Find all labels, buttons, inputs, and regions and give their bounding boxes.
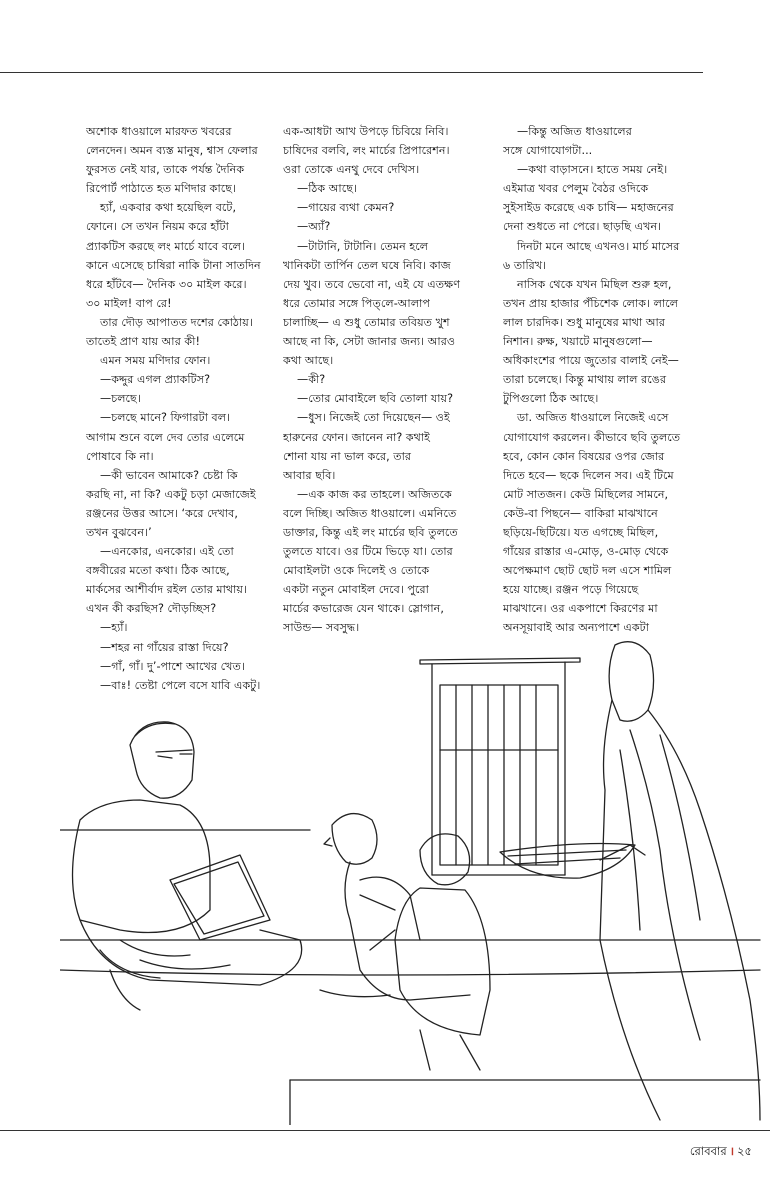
text-line: হবে, কোন কোন বিষয়ের ওপর জোর [503, 449, 665, 463]
top-rule [0, 72, 703, 73]
text-line: খানিকটা তার্পিন তেল ঘষে নিবি। কাজ [283, 258, 451, 272]
text-line: লাল চারদিক। শুধু মানুষের মাথা আর [503, 315, 666, 329]
text-line: দিতে হবে— ছকে দিলেন সব। এই টিমে [503, 468, 674, 482]
text-line: মার্চের কভারেজ যেন থাকে। স্লোগান, [283, 602, 444, 616]
text-line: তার দৌড় আপাতত দশের কোঠায়। [100, 315, 253, 329]
text-line: ৩০ মাইল! বাপ রে! [86, 296, 172, 310]
text-line: সাউন্ড— সবসুদ্ধ। [283, 621, 360, 635]
text-line: সুইসাইড করেছে এক চাষি— মহাজনের [503, 201, 674, 215]
text-line: সঙ্গে যোগাযোগটা... [503, 144, 593, 158]
text-line: —চলছে। [100, 392, 141, 406]
boy-figure [360, 834, 490, 1070]
text-line: দেনা শুধতে না পেরে। ছাড়ছি এখন। [503, 220, 662, 234]
text-line: ডাক্তার, কিন্তু এই লং মার্চের ছবি তুলতে [283, 525, 458, 539]
magazine-name: রোববার [689, 1144, 727, 1158]
text-line: চালাচ্ছি— এ শুধু তোমার তবিয়ত খুশ [283, 315, 450, 329]
text-line: মোবাইলটা ওকে দিলেই ও তোকে [283, 564, 430, 578]
text-line: চাষিদের বলবি, লং মার্চের প্রিপারেশন। [283, 144, 450, 158]
text-line: ওরা তোকে এনথু দেবে দেখিস। [283, 163, 420, 177]
text-line: তারা চলেছে। কিন্তু মাথায় লাল রঙের [503, 373, 667, 387]
text-line: ফোনে। সে তখন নিয়ম করে হাঁটা [86, 220, 229, 234]
text-line: হয়ে যাচ্ছে। রঞ্জন পড়ে গিয়েছে [503, 583, 639, 597]
text-line: যোগাযোগ করলেন। কীভাবে ছবি তুলতে [503, 430, 681, 444]
text-line: মার্কসের আশীর্বাদ রইল তোর মাথায়। [86, 583, 247, 597]
text-line: আবার ছবি। [283, 468, 336, 482]
text-column-1 [86, 122, 291, 695]
text-line: এইমাত্র খবর পেলুম বৈঠর ওদিকে [503, 182, 649, 196]
text-line: টুপিগুলো ঠিক আছে। [503, 392, 599, 406]
text-line: একটা নতুন মোবাইল দেবে। পুরো [283, 583, 429, 597]
text-line: —কদ্দুর এগল প্র্যাকটিস? [100, 373, 211, 387]
text-line: এমন সময় মণিদার ফোন। [100, 354, 211, 368]
text-line: —কথা বাড়াসনে। হাতে সময় নেই। [517, 163, 668, 177]
text-line: —শহর না গাঁয়ের রাস্তা দিয়ে? [100, 640, 229, 654]
text-line: ৬ তারিখ। [503, 258, 547, 272]
text-line: —ধুস। নিজেই তো দিয়েছেন— ওই [297, 411, 450, 425]
text-line: —ঠিক আছে। [297, 182, 358, 196]
text-line: ধরে হাঁটবে— দৈনিক ৩০ মাইল করে। [86, 277, 247, 291]
text-line: প্র্যাকটিস করছে লং মার্চে যাবে বলে। [86, 239, 245, 253]
text-line: ধরে তোমার সঙ্গে পিত্‌লে-আলাপ [283, 296, 431, 310]
story-illustration [60, 640, 765, 1125]
text-line: —চলছে মানে? ফিগারটা বল। [100, 411, 231, 425]
text-line: —গায়ের ব্যথা কেমন? [297, 201, 395, 215]
text-line: —কী ভাবেন আমাকে? চেষ্টা কি [100, 468, 238, 482]
barred-window [420, 658, 580, 875]
text-column-2 [283, 122, 488, 638]
text-line: বলে দিচ্ছি। অজিত ধাওয়ালে। এমনিতে [283, 506, 457, 520]
text-line: —অ্যাঁ? [297, 220, 331, 234]
text-line: আছে না কি, সেটা জানার জন্য। আরও [283, 335, 456, 349]
text-line: দিনটা মনে আছে এখনও। মার্চ মাসের [517, 239, 680, 253]
text-line: তুলতে যাবে। ওর টিমে ভিড়ে যা। তোর [283, 545, 453, 559]
text-line: অপেক্ষমাণ ছোট ছোট দল এসে শামিল [503, 564, 672, 578]
text-line: বঙ্গবীরের মতো কথা। ঠিক আছে, [86, 564, 230, 578]
text-line: —এক কাজ কর তাহলে। অজিতকে [297, 487, 452, 501]
text-line: ফুরসত নেই যার, তাকে পর্যন্ত দৈনিক [86, 163, 245, 177]
text-line: নাসিক থেকে যখন মিছিল শুরু হল, [517, 277, 672, 291]
text-line: ছড়িয়ে-ছিটিয়ে। যত এগচ্ছে মিছিল, [503, 525, 659, 539]
woman-figure [500, 642, 760, 1120]
text-line: —এনকোর, এনকোর। এই তো [100, 545, 234, 559]
text-line: এখন কী করছিস? দৌড়চ্ছিস? [86, 602, 217, 616]
text-line: অনসূয়াবাই আর অন্যপাশে একটা [503, 621, 649, 635]
text-line: হারুনের ফোন। জানেন না? কথাই [283, 430, 430, 444]
text-line: করছি না, না কি? একটু চড়া মেজাজেই [86, 487, 256, 501]
page-number: ২৫ [737, 1144, 752, 1158]
text-line: নিশান। রুক্ষ, খয়াটে মানুষগুলো— [503, 335, 653, 349]
text-line: শোনা যায় না ভাল করে, তার [283, 449, 412, 463]
page-footer [690, 1143, 752, 1162]
text-line: লেনদেন। অমন ব্যস্ত মানুষ, শ্বাস ফেলার [86, 144, 258, 158]
text-line: অধিকাংশের পায়ে জুতোর বালাই নেই— [503, 354, 679, 368]
text-line: হ্যাঁ, একবার কথা হয়েছিল বটে, [100, 201, 237, 215]
text-column-3 [503, 122, 708, 638]
text-line: —গাঁ, গাঁ। দু’-পাশে আখের খেত। [100, 659, 245, 673]
footer-separator: । [729, 1144, 735, 1158]
text-line: তখন প্রায় হাজার পঁচিশেক লোক। লালে [503, 296, 679, 310]
text-line: গাঁয়ের রাস্তার এ-মোড়, ও-মোড় থেকে [503, 545, 669, 559]
text-line: অশোক ধাওয়ালে মারফত খবরের [86, 125, 232, 138]
text-line: মাঝখানে। ওর একপাশে কিরণের মা [503, 602, 658, 616]
text-line: মোট সাতজন। কেউ মিছিলের সামনে, [503, 487, 669, 501]
man-figure [73, 722, 302, 1010]
text-line: আগাম শুনে বলে দেব তোর এলেমে [86, 430, 245, 444]
text-line: দেয় খুব। তবে ভেবো না, এই যে এতক্ষণ [283, 277, 460, 291]
text-line: —কী? [297, 373, 326, 387]
text-line: তখন বুঝবেন।’ [86, 525, 152, 539]
text-line: কানে এসেছে চাষিরা নাকি টানা সাতদিন [86, 258, 261, 272]
text-line: পোষাবে কি না। [86, 449, 154, 463]
text-line: —টাটানি, টাটানি। তেমন হলে [297, 239, 429, 253]
text-line: —হ্যাঁ। [100, 621, 128, 635]
girl-figure [320, 814, 470, 1000]
text-line: রঞ্জনের উত্তর আসে। ‘করে দেখাব, [86, 506, 238, 520]
text-line: —কিন্তু অজিত ধাওয়ালের [517, 125, 632, 138]
text-line: তাতেই প্রাণ যায় আর কী! [86, 335, 200, 349]
text-line: —বাঃ! তেষ্টা পেলে বসে যাবি একটু। [100, 678, 261, 692]
text-line: কথা আছে। [283, 354, 334, 368]
bottom-rule [0, 1130, 770, 1131]
text-line: এক-আধটা আখ উপড়ে চিবিয়ে নিবি। [283, 125, 449, 138]
text-line: কেউ-বা পিছনে— বাকিরা মাঝখানে [503, 506, 658, 520]
text-line: রিপোর্ট পাঠাতে হত মণিদার কাছে। [86, 182, 237, 196]
text-line: —তোর মোবাইলে ছবি তোলা যায়? [297, 392, 454, 406]
text-line: ডা. অজিত ধাওয়ালে নিজেই এসে [517, 411, 669, 425]
